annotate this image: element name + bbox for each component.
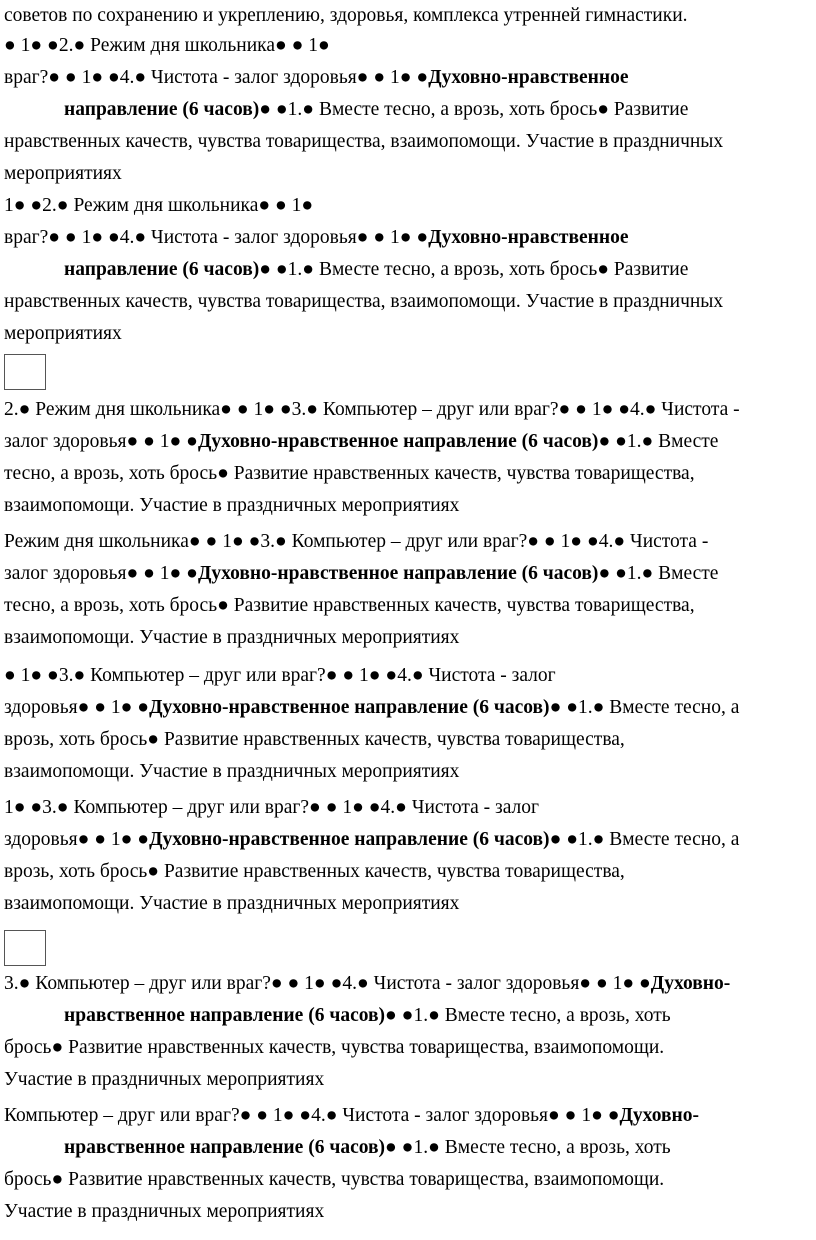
bold-heading: Духовно-нравственное	[428, 227, 629, 248]
text-span: ● ●1.● Вместе	[598, 431, 719, 452]
text-line: 1● ●3.● Компьютер – друг или враг?● ● 1● ●4.● Чистота - залог	[4, 797, 540, 818]
text-span: залог здоровья● ● 1● ●	[4, 431, 198, 452]
text-line	[4, 1000, 814, 1032]
paragraph-2	[4, 190, 814, 350]
text-line	[4, 62, 814, 94]
paragraph-1	[4, 30, 814, 190]
text-line: взаимопомощи. Участие в праздничных мероприятиях	[4, 761, 460, 782]
paragraph-5	[4, 660, 814, 788]
text-line: Участие в праздничных мероприятиях	[4, 1201, 325, 1222]
paragraph-8	[4, 1100, 814, 1228]
text-line: брось● Развитие нравственных качеств, чувства товарищества, взаимопомощи.	[4, 1169, 665, 1190]
top-line	[4, 0, 814, 32]
text-span: ● ●1.● Вместе тесно, а врозь, хоть брось● Развитие	[259, 99, 689, 120]
text-span: здоровья● ● 1● ●	[4, 829, 150, 850]
text-line: врозь, хоть брось● Развитие нравственных качеств, чувства товарищества,	[4, 861, 625, 882]
text-line: тесно, а врозь, хоть брось● Развитие нравственных качеств, чувства товарищества,	[4, 595, 695, 616]
text-line: тесно, а врозь, хоть брось● Развитие нравственных качеств, чувства товарищества,	[4, 463, 695, 484]
text-line: 2.● Режим дня школьника● ● 1● ●3.● Компьютер – друг или враг?● ● 1● ●4.● Чистота -	[4, 399, 740, 420]
text-line: взаимопомощи. Участие в праздничных мероприятиях	[4, 495, 460, 516]
bold-heading: направление (6 часов)	[64, 259, 260, 280]
text-span: 3.● Компьютер – друг или враг?● ● 1● ●4.● Чистота - залог здоровья● ● 1● ●	[4, 973, 651, 994]
text-line: нравственных качеств, чувства товарищества, взаимопомощи. Участие в праздничных	[4, 291, 724, 312]
text-span: враг?● ● 1● ●4.● Чистота - залог здоровья● ● 1● ●	[4, 227, 429, 248]
text-line	[4, 1100, 814, 1132]
bold-heading: Духовно-нравственное	[428, 67, 629, 88]
bold-heading: Духовно-нравственное направление (6 часов)	[149, 829, 550, 850]
text-line	[4, 254, 814, 286]
text-line	[4, 426, 814, 458]
text-span: ● ●1.● Вместе тесно, а	[549, 829, 740, 850]
text-line: ● 1● ●3.● Компьютер – друг или враг?● ● 1● ●4.● Чистота - залог	[4, 665, 556, 686]
paragraph-6	[4, 792, 814, 920]
text-span: залог здоровья● ● 1● ●	[4, 563, 198, 584]
text-span: ● ●1.● Вместе тесно, а врозь, хоть	[385, 1137, 671, 1158]
text-line: врозь, хоть брось● Развитие нравственных качеств, чувства товарищества,	[4, 729, 625, 750]
text-line: советов по сохранению и укреплению, здоровья, комплекса утренней гимнастики.	[4, 5, 688, 26]
bold-heading: Духовно-	[650, 973, 731, 994]
bold-heading: направление (6 часов)	[64, 99, 260, 120]
text-span: ● ●1.● Вместе	[598, 563, 719, 584]
text-line	[4, 1132, 814, 1164]
text-line	[4, 222, 814, 254]
bold-heading: Духовно-	[619, 1105, 699, 1126]
text-line: ● 1● ●2.● Режим дня школьника● ● 1●	[4, 35, 330, 56]
empty-box	[4, 930, 46, 966]
bold-heading: нравственное направление (6 часов)	[64, 1137, 386, 1158]
text-line: нравственных качеств, чувства товарищества, взаимопомощи. Участие в праздничных	[4, 131, 724, 152]
text-line	[4, 968, 814, 1000]
bold-heading: Духовно-нравственное направление (6 часов)	[197, 563, 599, 584]
text-line: взаимопомощи. Участие в праздничных мероприятиях	[4, 627, 460, 648]
bold-heading: Духовно-нравственное направление (6 часов)	[197, 431, 599, 452]
text-span: ● ●1.● Вместе тесно, а	[549, 697, 740, 718]
text-line: мероприятиях	[4, 323, 122, 344]
text-line	[4, 692, 814, 724]
text-span: ● ●1.● Вместе тесно, а врозь, хоть брось● Развитие	[259, 259, 689, 280]
text-span: здоровья● ● 1● ●	[4, 697, 150, 718]
paragraph-7	[4, 968, 814, 1096]
paragraph-4	[4, 526, 814, 654]
text-line	[4, 824, 814, 856]
empty-box	[4, 354, 46, 390]
text-line	[4, 558, 814, 590]
text-line: Режим дня школьника● ● 1● ●3.● Компьютер – друг или враг?● ● 1● ●4.● Чистота -	[4, 531, 709, 552]
text-line: Участие в праздничных мероприятиях	[4, 1069, 325, 1090]
paragraph-3	[4, 394, 814, 522]
bold-heading: нравственное направление (6 часов)	[64, 1005, 386, 1026]
bold-heading: Духовно-нравственное направление (6 часов)	[149, 697, 550, 718]
text-span: Компьютер – друг или враг?● ● 1● ●4.● Чистота - залог здоровья● ● 1● ●	[4, 1105, 620, 1126]
text-span: враг?● ● 1● ●4.● Чистота - залог здоровья● ● 1● ●	[4, 67, 429, 88]
text-line: взаимопомощи. Участие в праздничных мероприятиях	[4, 893, 460, 914]
text-line	[4, 94, 814, 126]
text-line: мероприятиях	[4, 163, 122, 184]
text-span: ● ●1.● Вместе тесно, а врозь, хоть	[385, 1005, 671, 1026]
text-line: 1● ●2.● Режим дня школьника● ● 1●	[4, 195, 314, 216]
text-line: брось● Развитие нравственных качеств, чувства товарищества, взаимопомощи.	[4, 1037, 665, 1058]
